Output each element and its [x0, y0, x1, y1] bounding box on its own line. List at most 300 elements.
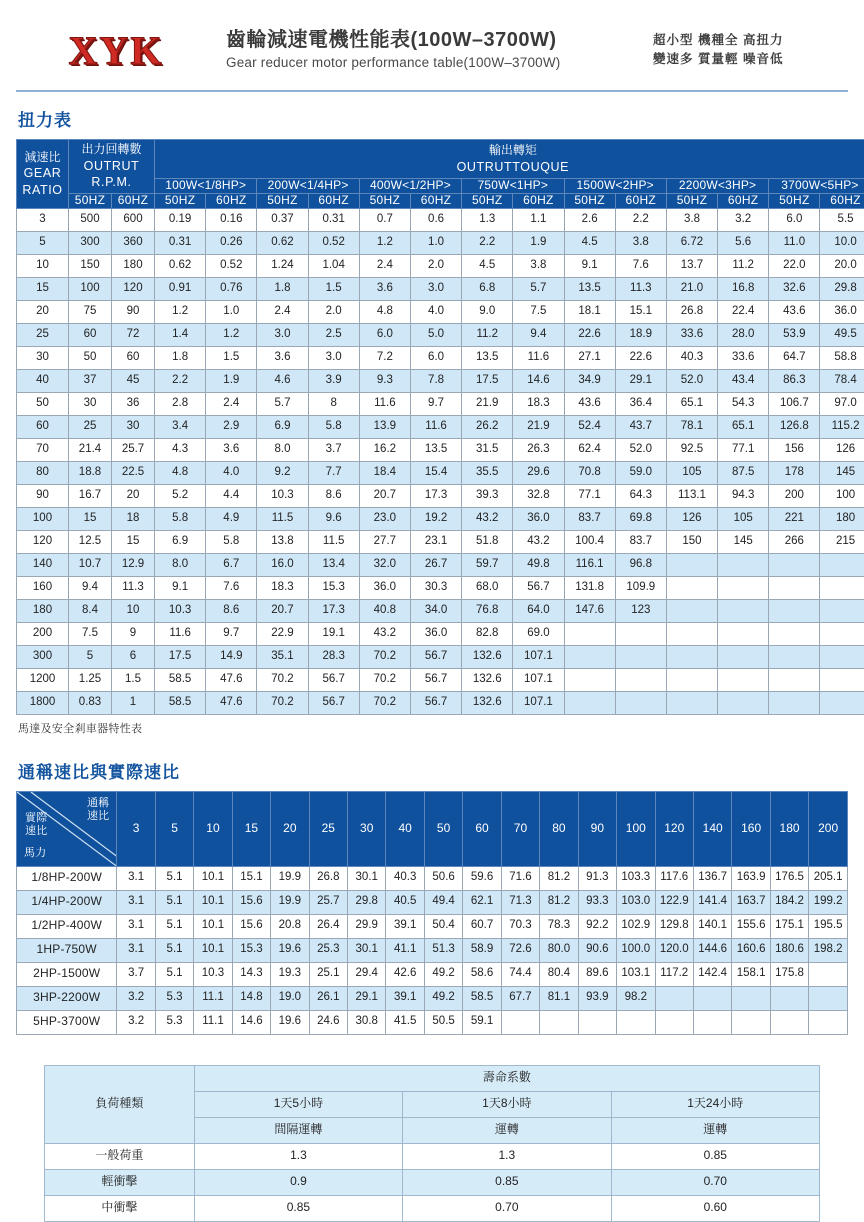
- cell-value: 40.8: [359, 599, 410, 622]
- cell-value: 132.6: [462, 645, 513, 668]
- cell-value: 86.3: [769, 369, 820, 392]
- cell-value: 80.0: [540, 938, 578, 962]
- cell-value: 10.1: [194, 914, 232, 938]
- cell-value: 0.9: [194, 1169, 402, 1195]
- cell-value: 15.4: [410, 461, 461, 484]
- cell-value: 15.3: [308, 576, 359, 599]
- cell-value: 56.7: [308, 691, 359, 714]
- cell-value: 3.4: [155, 415, 206, 438]
- cell-value: 1.9: [206, 369, 257, 392]
- cell-value: 19.6: [271, 938, 309, 962]
- cell-value: 106.7: [769, 392, 820, 415]
- cell-value: 1.2: [359, 231, 410, 254]
- table-row: [17, 576, 864, 599]
- cell-value: 22.6: [564, 323, 615, 346]
- cell-value: 9.1: [155, 576, 206, 599]
- cell-value: 1.9: [513, 231, 564, 254]
- cell-value: 22.6: [615, 346, 666, 369]
- cell-gear-ratio: 70: [17, 438, 69, 461]
- cell-value: 59.7: [462, 553, 513, 576]
- cell-value: 53.9: [769, 323, 820, 346]
- cell-value: 64.3: [615, 484, 666, 507]
- th-duration-1: 1天8小時: [403, 1091, 611, 1117]
- cell-value: 71.3: [501, 890, 539, 914]
- cell-value: 83.7: [564, 507, 615, 530]
- cell-value: 8.4: [69, 599, 112, 622]
- cell-power-rating: 2HP-1500W: [17, 962, 117, 986]
- th-rpm-cn: 出力回轉數: [69, 142, 154, 158]
- cell-value: 72.6: [501, 938, 539, 962]
- cell-value: 0.7: [359, 208, 410, 231]
- cell-value: 25.3: [309, 938, 347, 962]
- cell-value: [809, 1010, 848, 1034]
- cell-value: 4.0: [410, 300, 461, 323]
- cell-value: 163.9: [732, 866, 770, 890]
- table-row: [17, 914, 848, 938]
- torque-table-body: [17, 208, 864, 714]
- cell-value: 47.6: [206, 668, 257, 691]
- cell-value: 107.1: [513, 645, 564, 668]
- cell-value: [564, 645, 615, 668]
- slogan-block: [653, 31, 848, 70]
- cell-value: 2.2: [462, 231, 513, 254]
- cell-value: 1.8: [155, 346, 206, 369]
- cell-value: 69.0: [513, 622, 564, 645]
- cell-value: 97.0: [820, 392, 864, 415]
- cell-value: [820, 668, 864, 691]
- cell-value: 30: [112, 415, 155, 438]
- cell-value: 11.2: [462, 323, 513, 346]
- cell-value: 18.3: [513, 392, 564, 415]
- cell-power-rating: 5HP-3700W: [17, 1010, 117, 1034]
- cell-value: 13.5: [410, 438, 461, 461]
- cell-value: [809, 962, 848, 986]
- cell-value: [666, 599, 717, 622]
- cell-power-rating: 1/4HP-200W: [17, 890, 117, 914]
- cell-value: 145: [820, 461, 864, 484]
- cell-gear-ratio: 90: [17, 484, 69, 507]
- cell-value: 3.8: [513, 254, 564, 277]
- cell-value: 29.8: [348, 890, 386, 914]
- cell-value: 8.6: [206, 599, 257, 622]
- cell-value: 13.9: [359, 415, 410, 438]
- cell-value: 58.5: [155, 668, 206, 691]
- cell-value: 2.4: [206, 392, 257, 415]
- ratio-table-body: [17, 866, 848, 1034]
- cell-value: 0.26: [206, 231, 257, 254]
- cell-value: 18.8: [69, 461, 112, 484]
- cell-value: 2.8: [155, 392, 206, 415]
- th-hz-12: 50HZ: [666, 193, 717, 208]
- cell-value: 147.6: [564, 599, 615, 622]
- th-gear-ratio-en1: GEAR: [17, 165, 68, 181]
- cell-value: 50.6: [424, 866, 462, 890]
- cell-value: [615, 691, 666, 714]
- ratio-section-title: 通稱速比與實際速比: [18, 758, 848, 783]
- cell-value: 41.5: [386, 1010, 424, 1034]
- cell-value: 19.3: [271, 962, 309, 986]
- th-power-group-3: 750W<1HP>: [462, 179, 564, 194]
- cell-value: 58.6: [463, 962, 501, 986]
- cell-value: [666, 668, 717, 691]
- cell-value: 11.6: [410, 415, 461, 438]
- cell-power-rating: 1/8HP-200W: [17, 866, 117, 890]
- cell-value: 83.7: [615, 530, 666, 553]
- cell-gear-ratio: 160: [17, 576, 69, 599]
- cell-value: 35.1: [257, 645, 308, 668]
- cell-gear-ratio: 180: [17, 599, 69, 622]
- cell-value: 60.7: [463, 914, 501, 938]
- table-row: [17, 507, 864, 530]
- th-hz-1: 60HZ: [112, 193, 155, 208]
- cell-value: 64.0: [513, 599, 564, 622]
- cell-value: 59.6: [463, 866, 501, 890]
- cell-gear-ratio: 50: [17, 392, 69, 415]
- masthead: [16, 0, 848, 86]
- cell-value: 14.9: [206, 645, 257, 668]
- torque-section-title: 扭力表: [18, 106, 848, 131]
- cell-value: 4.5: [462, 254, 513, 277]
- cell-value: [655, 986, 693, 1010]
- cell-value: [540, 1010, 578, 1034]
- cell-value: 43.2: [513, 530, 564, 553]
- cell-value: 14.6: [513, 369, 564, 392]
- cell-value: 12.9: [112, 553, 155, 576]
- cell-value: 1.0: [206, 300, 257, 323]
- cell-value: 107.1: [513, 691, 564, 714]
- cell-value: 215: [820, 530, 864, 553]
- cell-value: 56.7: [308, 668, 359, 691]
- cell-value: [718, 622, 769, 645]
- torque-header-row-1: [17, 140, 864, 179]
- cell-value: 36.0: [410, 622, 461, 645]
- cell-value: 4.8: [359, 300, 410, 323]
- cell-value: 2.9: [206, 415, 257, 438]
- cell-value: 10.7: [69, 553, 112, 576]
- table-row: [17, 645, 864, 668]
- cell-value: 1.2: [206, 323, 257, 346]
- cell-value: 3.8: [666, 208, 717, 231]
- cell-value: 51.3: [424, 938, 462, 962]
- th-nominal-ratio-140: 140: [693, 791, 731, 866]
- th-nominal-ratio-100: 100: [617, 791, 655, 866]
- cell-value: 117.6: [655, 866, 693, 890]
- th-gear-ratio-en2: RATIO: [17, 182, 68, 198]
- cell-value: 93.9: [578, 986, 616, 1010]
- cell-value: 3.2: [117, 1010, 155, 1034]
- document-title-block: [216, 28, 653, 72]
- cell-value: 1.25: [69, 668, 112, 691]
- cell-value: 0.91: [155, 277, 206, 300]
- th-nominal-ratio-120: 120: [655, 791, 693, 866]
- cell-value: 70.2: [359, 645, 410, 668]
- cell-value: 59.0: [615, 461, 666, 484]
- cell-value: 25: [69, 415, 112, 438]
- corner-nominal-label: 通稱 速比: [87, 797, 109, 823]
- cell-value: 102.9: [617, 914, 655, 938]
- table-row: [17, 986, 848, 1010]
- cell-value: 15.1: [615, 300, 666, 323]
- cell-value: 43.6: [564, 392, 615, 415]
- cell-value: 6.72: [666, 231, 717, 254]
- cell-value: 3.6: [206, 438, 257, 461]
- cell-value: 50: [69, 346, 112, 369]
- cell-value: 15.3: [232, 938, 270, 962]
- cell-value: 40.3: [666, 346, 717, 369]
- th-output-rpm: [69, 140, 155, 194]
- cell-value: 81.1: [540, 986, 578, 1010]
- th-hz-8: 50HZ: [462, 193, 513, 208]
- cell-value: 600: [112, 208, 155, 231]
- cell-value: 10.3: [257, 484, 308, 507]
- cell-gear-ratio: 5: [17, 231, 69, 254]
- cell-value: 21.0: [666, 277, 717, 300]
- cell-value: 1.3: [403, 1143, 611, 1169]
- cell-value: [615, 668, 666, 691]
- cell-value: 5.1: [155, 962, 193, 986]
- cell-value: 103.0: [617, 890, 655, 914]
- cell-value: 9: [112, 622, 155, 645]
- cell-value: 150: [69, 254, 112, 277]
- cell-value: 62.4: [564, 438, 615, 461]
- table-row: [17, 938, 848, 962]
- cell-gear-ratio: 100: [17, 507, 69, 530]
- cell-value: [693, 986, 731, 1010]
- cell-value: 23.0: [359, 507, 410, 530]
- th-ratio-corner: [17, 791, 117, 866]
- cell-value: 1.2: [155, 300, 206, 323]
- cell-gear-ratio: 60: [17, 415, 69, 438]
- header-divider: [16, 90, 848, 92]
- cell-value: 11.5: [308, 530, 359, 553]
- cell-value: 1.8: [257, 277, 308, 300]
- table-row: [17, 866, 848, 890]
- cell-value: 13.5: [564, 277, 615, 300]
- cell-value: 180.6: [770, 938, 808, 962]
- corner-actual-label: 實際 速比: [25, 812, 47, 838]
- table-row: [17, 415, 864, 438]
- cell-value: 33.6: [718, 346, 769, 369]
- cell-value: 49.4: [424, 890, 462, 914]
- th-power-group-6: 3700W<5HP>: [769, 179, 864, 194]
- cell-gear-ratio: 1800: [17, 691, 69, 714]
- table-row: [17, 1010, 848, 1034]
- cell-value: 18.3: [257, 576, 308, 599]
- th-torque-cn: 輸出轉矩: [155, 143, 864, 159]
- cell-value: 82.8: [462, 622, 513, 645]
- cell-value: 0.52: [206, 254, 257, 277]
- th-hz-9: 60HZ: [513, 193, 564, 208]
- corner-power-label: 馬力: [24, 847, 46, 860]
- cell-value: 78.3: [540, 914, 578, 938]
- cell-value: 2.4: [359, 254, 410, 277]
- cell-value: 100: [820, 484, 864, 507]
- cell-value: 0.85: [194, 1195, 402, 1221]
- cell-value: 116.1: [564, 553, 615, 576]
- ratio-table: [16, 791, 848, 1035]
- cell-value: [820, 576, 864, 599]
- cell-value: 5.1: [155, 890, 193, 914]
- cell-value: 67.7: [501, 986, 539, 1010]
- cell-value: 120.0: [655, 938, 693, 962]
- cell-value: 13.5: [462, 346, 513, 369]
- cell-value: 92.5: [666, 438, 717, 461]
- cell-value: 30.3: [410, 576, 461, 599]
- cell-value: 100.0: [617, 938, 655, 962]
- cell-value: 0.60: [611, 1195, 819, 1221]
- table-row: [17, 599, 864, 622]
- th-life-factor: 壽命系數: [194, 1065, 819, 1091]
- cell-value: 1.3: [462, 208, 513, 231]
- cell-value: 19.0: [271, 986, 309, 1010]
- th-duration-2: 1天24小時: [611, 1091, 819, 1117]
- cell-value: 131.8: [564, 576, 615, 599]
- th-nominal-ratio-15: 15: [232, 791, 270, 866]
- cell-value: [564, 668, 615, 691]
- cell-value: 76.8: [462, 599, 513, 622]
- table-row: [45, 1169, 820, 1195]
- cell-value: 29.1: [348, 986, 386, 1010]
- cell-value: 10.1: [194, 890, 232, 914]
- torque-table: [16, 139, 864, 715]
- cell-value: 0.85: [611, 1143, 819, 1169]
- cell-value: [732, 986, 770, 1010]
- cell-value: 87.5: [718, 461, 769, 484]
- cell-value: 6.0: [359, 323, 410, 346]
- cell-value: 205.1: [809, 866, 848, 890]
- cell-value: 52.4: [564, 415, 615, 438]
- cell-value: 0.37: [257, 208, 308, 231]
- cell-value: 34.0: [410, 599, 461, 622]
- slogan-line-1: 超小型 機種全 高扭力: [653, 31, 848, 50]
- cell-power-rating: 3HP-2200W: [17, 986, 117, 1010]
- th-hz-0: 50HZ: [69, 193, 112, 208]
- slogan-line-2: 變速多 質量輕 噪音低: [653, 50, 848, 69]
- cell-value: 32.8: [513, 484, 564, 507]
- cell-value: 9.0: [462, 300, 513, 323]
- cell-value: 9.3: [359, 369, 410, 392]
- table-row: [17, 622, 864, 645]
- cell-value: 70.2: [359, 668, 410, 691]
- cell-value: 43.4: [718, 369, 769, 392]
- cell-value: 126: [666, 507, 717, 530]
- cell-value: 3.6: [359, 277, 410, 300]
- cell-value: 1: [112, 691, 155, 714]
- cell-value: 43.7: [615, 415, 666, 438]
- cell-value: 21.4: [69, 438, 112, 461]
- cell-value: [769, 599, 820, 622]
- cell-value: 78.4: [820, 369, 864, 392]
- cell-value: 81.2: [540, 890, 578, 914]
- cell-value: 3.0: [410, 277, 461, 300]
- th-hz-3: 60HZ: [206, 193, 257, 208]
- cell-gear-ratio: 120: [17, 530, 69, 553]
- cell-value: [718, 645, 769, 668]
- cell-value: 109.9: [615, 576, 666, 599]
- cell-value: 141.4: [693, 890, 731, 914]
- th-mode-2: 運轉: [611, 1117, 819, 1143]
- cell-value: 50.5: [424, 1010, 462, 1034]
- cell-value: 32.6: [769, 277, 820, 300]
- cell-value: 45: [112, 369, 155, 392]
- cell-value: 37: [69, 369, 112, 392]
- cell-value: 17.3: [410, 484, 461, 507]
- cell-value: 60: [112, 346, 155, 369]
- cell-value: 15.6: [232, 914, 270, 938]
- cell-value: 58.5: [155, 691, 206, 714]
- cell-value: 91.3: [578, 866, 616, 890]
- cell-value: 8.6: [308, 484, 359, 507]
- cell-value: 20.7: [257, 599, 308, 622]
- cell-value: 10: [112, 599, 155, 622]
- table-row: [17, 277, 864, 300]
- cell-value: 65.1: [718, 415, 769, 438]
- cell-value: 20: [112, 484, 155, 507]
- cell-value: 0.19: [155, 208, 206, 231]
- cell-value: 198.2: [809, 938, 848, 962]
- cell-value: 184.2: [770, 890, 808, 914]
- cell-value: [666, 622, 717, 645]
- cell-value: 52.0: [666, 369, 717, 392]
- cell-value: 6.0: [769, 208, 820, 231]
- table-row: [17, 484, 864, 507]
- cell-value: 49.8: [513, 553, 564, 576]
- cell-value: [770, 986, 808, 1010]
- cell-value: 29.8: [820, 277, 864, 300]
- cell-value: 92.2: [578, 914, 616, 938]
- cell-value: 50.4: [424, 914, 462, 938]
- cell-value: 70.3: [501, 914, 539, 938]
- cell-value: 5.8: [308, 415, 359, 438]
- cell-value: 98.2: [617, 986, 655, 1010]
- cell-value: 17.5: [155, 645, 206, 668]
- cell-value: [617, 1010, 655, 1034]
- cell-value: 13.4: [308, 553, 359, 576]
- cell-value: 65.1: [666, 392, 717, 415]
- cell-value: [732, 1010, 770, 1034]
- cell-value: 175.8: [770, 962, 808, 986]
- cell-value: 4.5: [564, 231, 615, 254]
- cell-value: 16.7: [69, 484, 112, 507]
- cell-value: [718, 691, 769, 714]
- table-row: [17, 890, 848, 914]
- cell-value: 1.5: [206, 346, 257, 369]
- cell-value: 5.1: [155, 866, 193, 890]
- cell-value: 43.6: [769, 300, 820, 323]
- cell-value: 41.1: [386, 938, 424, 962]
- cell-value: 3.7: [117, 962, 155, 986]
- cell-value: 30.1: [348, 866, 386, 890]
- table-row: [17, 300, 864, 323]
- th-hz-7: 60HZ: [410, 193, 461, 208]
- cell-value: 70.8: [564, 461, 615, 484]
- cell-value: 0.83: [69, 691, 112, 714]
- cell-value: 12.5: [69, 530, 112, 553]
- torque-table-caption: 馬達及安全剎車器特性表: [18, 720, 848, 736]
- cell-value: 117.2: [655, 962, 693, 986]
- th-hz-4: 50HZ: [257, 193, 308, 208]
- cell-value: 132.6: [462, 691, 513, 714]
- cell-value: 5.7: [513, 277, 564, 300]
- cell-value: 360: [112, 231, 155, 254]
- cell-value: 9.2: [257, 461, 308, 484]
- cell-value: 8.0: [155, 553, 206, 576]
- cell-value: 25.7: [112, 438, 155, 461]
- page-subtitle: Gear reducer motor performance table(100W–3700W): [226, 54, 653, 72]
- table-row: [17, 323, 864, 346]
- cell-value: [769, 668, 820, 691]
- cell-value: [564, 622, 615, 645]
